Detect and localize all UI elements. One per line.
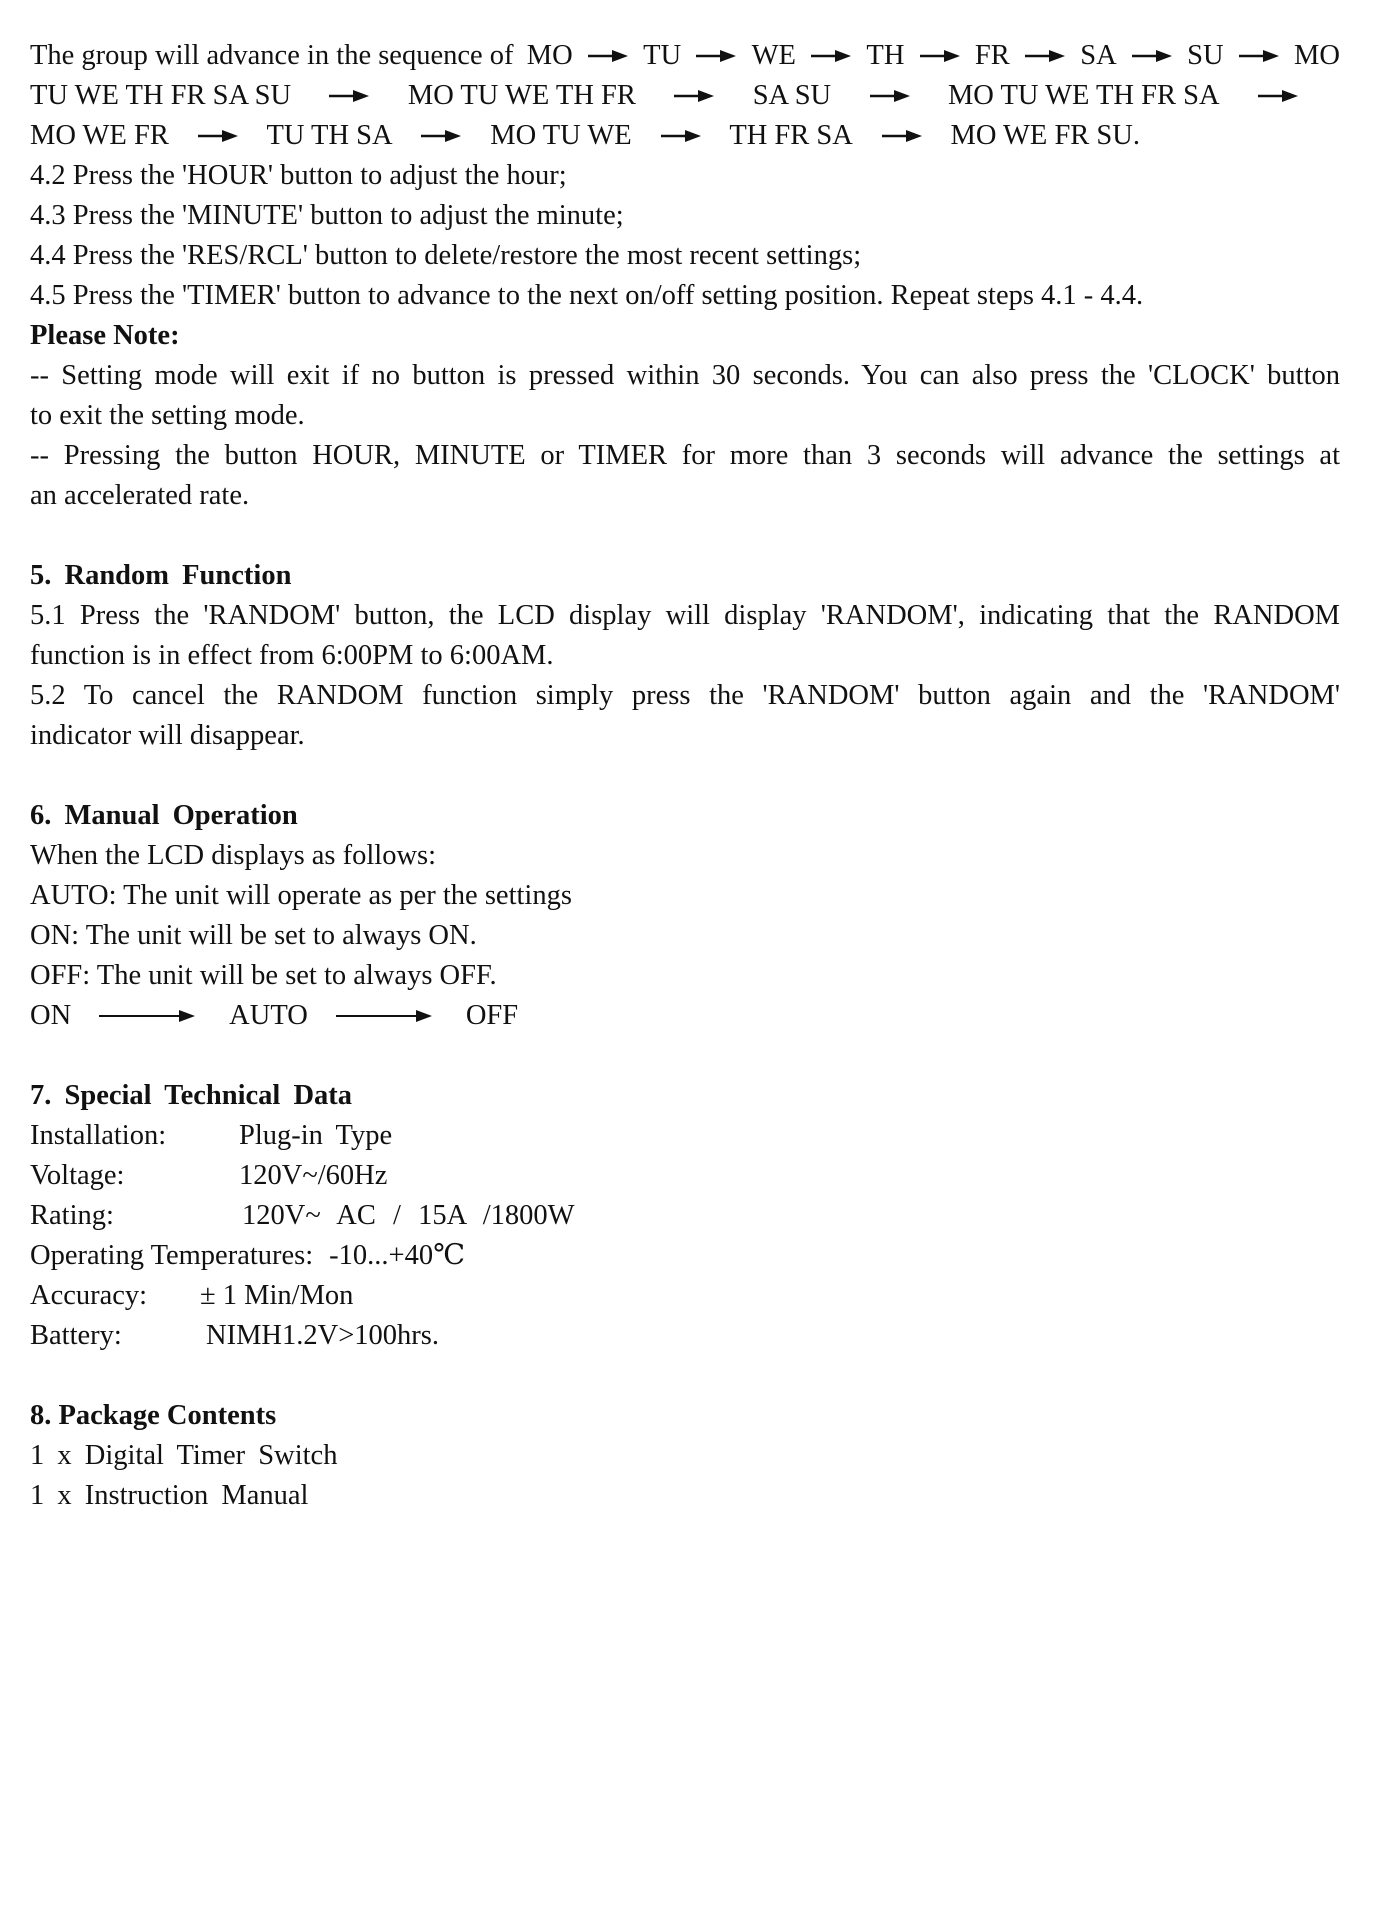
step-4-3: 4.3 Press the 'MINUTE' button to adjust the minute;: [30, 200, 624, 231]
spec-label: Voltage:: [30, 1160, 125, 1191]
day-token: TU: [643, 40, 682, 71]
random-heading: 5. Random Function: [30, 560, 292, 591]
manual-intro: When the LCD displays as follows:: [30, 840, 437, 871]
spec-row-installation: [30, 1116, 1340, 1156]
arrow-icon: [99, 1009, 195, 1023]
day-token: FR: [974, 40, 1010, 71]
arrow-icon: [588, 49, 628, 63]
day-group: MO WE FR: [30, 120, 169, 151]
manual-off: OFF: The unit will be set to always OFF.: [30, 960, 497, 991]
note-paragraph-2-line-2: an accelerated rate.: [30, 480, 250, 511]
spec-value: 120V~/60Hz: [239, 1160, 388, 1191]
sequence-intro: The group will advance in the sequence of: [30, 40, 514, 71]
spec-value: NIMH1.2V>100hrs.: [206, 1320, 439, 1351]
day-group: TU WE TH FR SA SU: [30, 80, 292, 111]
day-token: MO: [526, 40, 573, 71]
arrow-icon: [421, 129, 461, 143]
note-heading: Please Note:: [30, 320, 180, 351]
arrow-icon: [696, 49, 736, 63]
arrow-icon: [198, 129, 238, 143]
manual-on: ON: The unit will be set to always ON.: [30, 920, 477, 951]
day-group: TU TH SA: [266, 120, 393, 151]
spec-label: Accuracy:: [30, 1280, 148, 1311]
mode-auto: AUTO: [229, 1000, 308, 1031]
arrow-icon: [336, 1009, 432, 1023]
manual-heading: 6. Manual Operation: [30, 800, 298, 831]
spec-row-accuracy: [30, 1276, 1340, 1316]
spec-label: Operating Temperatures:: [30, 1240, 314, 1271]
spec-value: Plug-in Type: [239, 1120, 393, 1151]
arrow-icon: [1025, 49, 1065, 63]
manual-cycle: [30, 996, 1340, 1036]
arrow-icon: [1258, 89, 1298, 103]
arrow-icon: [920, 49, 960, 63]
day-group: MO TU WE TH FR: [407, 80, 636, 111]
spec-label: Battery:: [30, 1320, 122, 1351]
spec-row-temperature: [30, 1236, 1340, 1276]
day-token: MO: [1294, 40, 1340, 71]
step-4-2: 4.2 Press the 'HOUR' button to adjust the hour;: [30, 160, 567, 191]
arrow-icon: [882, 129, 922, 143]
step-4-4: 4.4 Press the 'RES/RCL' button to delete/restore the most recent settings;: [30, 240, 862, 271]
spec-row-voltage: [30, 1156, 1340, 1196]
day-group: MO TU WE: [490, 120, 632, 151]
arrow-icon: [329, 89, 369, 103]
note-paragraph-1-line-1: -- Setting mode will exit if no button is pressed within 30 seconds. You can also press the 'CLOCK' button: [30, 360, 1340, 391]
spec-value: ± 1 Min/Mon: [200, 1280, 354, 1311]
random-paragraph-2-line-2: indicator will disappear.: [30, 720, 305, 751]
note-paragraph-2-line-1: -- Pressing the button HOUR, MINUTE or TIMER for more than 3 seconds will advance the settings at: [30, 440, 1340, 471]
spec-row-rating: [30, 1196, 1340, 1236]
spec-label: Rating:: [30, 1200, 114, 1231]
technical-heading: 7. Special Technical Data: [30, 1080, 353, 1111]
day-token: WE: [751, 40, 796, 71]
arrow-icon: [1239, 49, 1279, 63]
sequence-line-3: [30, 116, 1340, 156]
arrow-icon: [870, 89, 910, 103]
document-page: [30, 36, 1340, 1516]
package-item: 1 x Instruction Manual: [30, 1480, 309, 1511]
step-4-5: 4.5 Press the 'TIMER' button to advance to the next on/off setting position. Repeat steps 4.1 - 4.4.: [30, 280, 1144, 311]
manual-auto: AUTO: The unit will operate as per the settings: [30, 880, 572, 911]
mode-on: ON: [30, 1000, 72, 1031]
day-group: TH FR SA: [729, 120, 853, 151]
spec-value: 120V~ AC / 15A /1800W: [242, 1200, 575, 1231]
spec-row-battery: [30, 1316, 1340, 1356]
arrow-icon: [661, 129, 701, 143]
random-paragraph-1-line-1: 5.1 Press the 'RANDOM' button, the LCD display will display 'RANDOM', indicating that the RANDOM: [30, 600, 1340, 631]
note-paragraph-1-line-2: to exit the setting mode.: [30, 400, 305, 431]
sequence-line-2: [30, 76, 1340, 116]
arrow-icon: [674, 89, 714, 103]
random-paragraph-2-line-1: 5.2 To cancel the RANDOM function simply press the 'RANDOM' button again and the 'RANDOM': [30, 680, 1340, 711]
day-token: TH: [866, 40, 905, 71]
day-group: MO WE FR SU.: [950, 120, 1140, 151]
package-heading: 8. Package Contents: [30, 1400, 277, 1431]
day-group: MO TU WE TH FR SA: [947, 80, 1220, 111]
random-paragraph-1-line-2: function is in effect from 6:00PM to 6:00AM.: [30, 640, 554, 671]
spec-value: -10...+40℃: [329, 1240, 465, 1271]
day-group: SA SU: [752, 80, 832, 111]
sequence-line-1: [30, 36, 1340, 76]
mode-off: OFF: [465, 1000, 519, 1031]
arrow-icon: [1132, 49, 1172, 63]
day-token: SU: [1187, 40, 1224, 71]
arrow-icon: [811, 49, 851, 63]
day-token: SA: [1080, 40, 1117, 71]
spec-label: Installation:: [30, 1120, 167, 1151]
package-item: 1 x Digital Timer Switch: [30, 1440, 338, 1471]
